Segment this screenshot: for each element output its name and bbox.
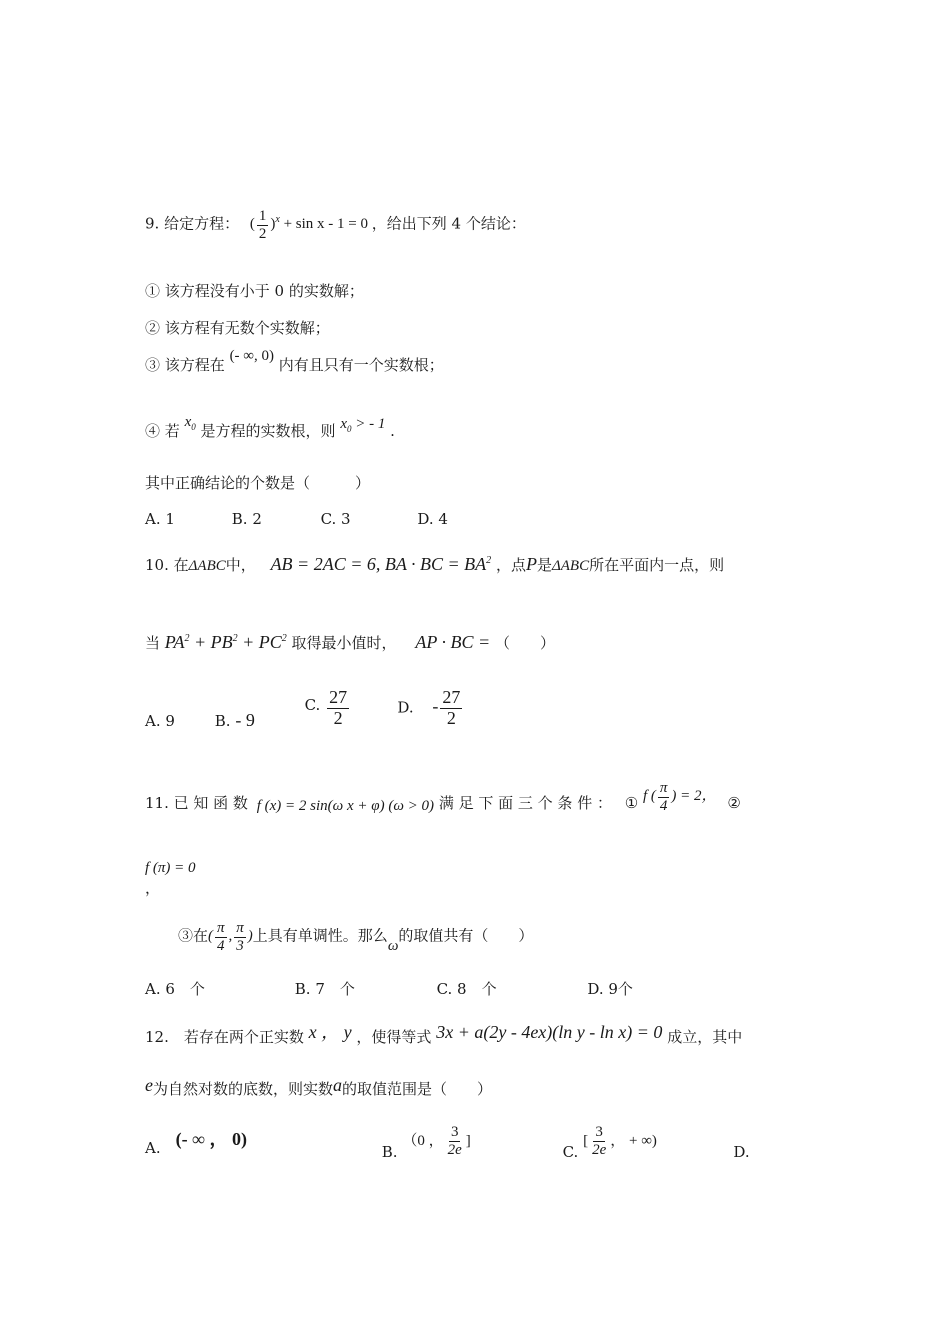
q9-number: 9. (145, 214, 160, 233)
q9-option-b: B. 2 (231, 510, 262, 528)
q9-x0: $x_0$ (184, 414, 196, 432)
q9-interval: (- ∞, 0) (229, 348, 274, 364)
q11-line-2: f (π) = 0 ， (145, 860, 196, 897)
q11-function: f (x) = 2 sin(ω x + φ) (ω > 0) (256, 798, 435, 815)
q9-equation: ( $\frac{1}{2}$ )$^x$ + sin x - 1 = 0 (249, 208, 369, 242)
q11-line-1: 11. 已 知 函 数 f (x) = 2 sin(ω x + φ) (ω > 0) 满 足 下 面 三 个 条 件 ： ① f ( $\frac{\pi}{4}$ ) = 2， ② (145, 780, 741, 815)
q11-line-3: ③在( $\frac{\pi}{4}$ , $\frac{\pi}{3}$ )上具有单调性。那么ω的取值共有（ ） (178, 920, 534, 955)
q9-option-a: A. 1 (145, 510, 175, 528)
q12-xy: x ， y (308, 1022, 352, 1042)
q12-options (145, 1124, 810, 1161)
q10-triangle: ΔABC (188, 558, 226, 574)
q9-stem: 其中正确结论的个数是（ ） (145, 474, 371, 492)
q12-option-a: A. (- ∞ ， 0) (145, 1129, 247, 1157)
q9-options (145, 510, 810, 528)
q12-option-d: D. (733, 1143, 750, 1161)
q11-option-c: C. 8 个 (436, 980, 497, 998)
q9-statement-3: ③ 该方程在 (- ∞, 0) 内有且只有一个实数根； (145, 348, 444, 374)
q11-option-d: D. 9个 (587, 980, 633, 998)
q12-line-1: 12. 若存在两个正实数 x ， y ，使得等式 3x + a(2y - 4ex)(ln y - ln x) = 0 成立，其中 (145, 1022, 743, 1046)
q9-statement-4: ④ 若 $x_0$ 是方程的实数根，则 $x_0$ > - 1 . (145, 414, 395, 440)
q9-intro: 给定方程： (164, 214, 240, 233)
q10-line-1: 10. 在ΔABC中， AB = 2AC = 6, BA · BC = $BA^2$ ，点P是ΔABC所在平面内一点，则 (145, 554, 725, 574)
q10-sum-squares: $PA^2 + PB^2 + PC^2$ (164, 632, 287, 652)
q10-condition: AB = 2AC = 6, BA · BC = $BA^2$ (270, 554, 492, 574)
q10-line-2: 当 $PA^2 + PB^2 + PC^2$ 取得最小值时， AP · BC = （ ） (145, 632, 555, 652)
q10-options (145, 688, 810, 729)
q9-statement-1: ① 该方程没有小于 0 的实数解； (145, 282, 364, 300)
q10-option-a: A. 9 (145, 712, 175, 731)
q12-a: a (333, 1075, 343, 1095)
q10-point-p: P (525, 554, 537, 574)
q10-dot-product: AP · BC = (415, 632, 491, 652)
q11-interval: ( $\frac{\pi}{4}$ , $\frac{\pi}{3}$ ) (208, 920, 253, 954)
q11-option-a: A. 6 个 (145, 980, 205, 998)
q12-option-c: C. [ $\frac{3}{2e}$ ， + ∞) (562, 1124, 657, 1161)
q10-option-d: D. - $\frac{27}{2}$ (397, 687, 461, 728)
q9-line-intro (145, 208, 810, 242)
q11-condition-1: f ( $\frac{\pi}{4}$ ) = 2， (642, 780, 717, 814)
q9-option-c: C. 3 (320, 510, 351, 528)
q12-e: e (145, 1075, 153, 1095)
q11-omega: ω (387, 938, 399, 955)
q9-x0-ineq: $x_0$ > - 1 (340, 416, 386, 434)
q11-options (145, 978, 810, 999)
q9-option-d: D. 4 (417, 510, 448, 528)
q12-equation: 3x + a(2y - 4ex)(ln y - ln x) = 0 (436, 1022, 663, 1042)
q10-option-b: B. - 9 (214, 710, 255, 731)
q9-statement-2: ② 该方程有无数个实数解； (145, 319, 330, 337)
q10-option-c: C. $\frac{27}{2}$ (304, 687, 348, 728)
q11-condition-2: f (π) = 0 (145, 860, 196, 876)
q12-line-2: e为自然对数的底数，则实数a的取值范围是（ ） (145, 1075, 493, 1098)
q11-option-b: B. 7 个 (294, 980, 355, 998)
q12-option-b: B. （0 ， $\frac{3}{2e}$ ] (381, 1124, 471, 1161)
q9-after: ，给出下列 4 个结论： (371, 214, 526, 233)
